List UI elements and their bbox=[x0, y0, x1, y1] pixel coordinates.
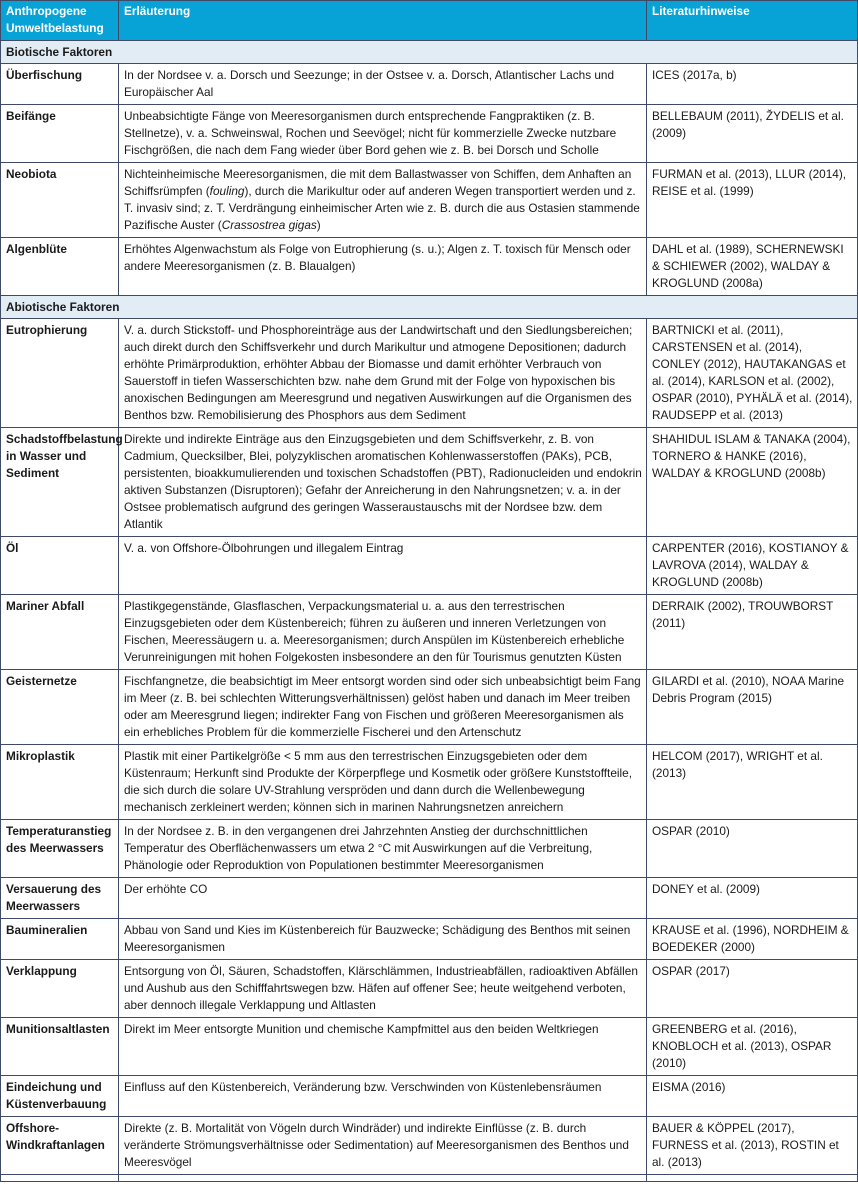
literature-cell: OSPAR (2010) bbox=[647, 820, 858, 878]
explanation-cell bbox=[119, 919, 647, 960]
explanation-text: Abbau von Sand und Kies im Küstenbereich für Bauzwecke; Schädigung des Benthos mit seinen Meeresorganismen bbox=[124, 923, 631, 954]
section-title: Abiotische Faktoren bbox=[1, 296, 858, 319]
literature-cell: HELCOM (2017), WRIGHT et al. (2013) bbox=[647, 745, 858, 820]
factor-cell: Öl bbox=[1, 537, 119, 595]
explanation-cell: Unbeabsichtigte Fänge von Meeresorganismen durch entsprechende Fangpraktiken (z. B. Stellnetze), v. a. Schweinswal, Rochen und Seevögel; nicht für kommerzielle Zwecke nutzbare Fischgrößen, die nach dem Fang wieder über Bord gehen wie z. B. bei Dorsch und Scholle bbox=[119, 105, 647, 163]
section-title: Biotische Faktoren bbox=[1, 41, 858, 64]
explanation-cell: In der Nordsee z. B. in den vergangenen drei Jahrzehnten Anstieg der durchschnittlichen Temperatur des Oberflächenwassers um etwa 2 °C mit Auswirkungen auf die Verbreitung, Phänologie oder Reproduktion von Populationen bestimmter Meeresorganismen bbox=[119, 820, 647, 878]
table-row bbox=[1, 670, 858, 745]
factor-cell: Baumineralien bbox=[1, 919, 119, 960]
table-row bbox=[1, 428, 858, 537]
table-row bbox=[1, 878, 858, 919]
table-row bbox=[1, 1018, 858, 1076]
explanation-cell: V. a. durch Stickstoff- und Phosphoreinträge aus der Landwirtschaft und den Siedlungsbereichen; auch direkt durch den Schiffsverkehr und durch Marikultur und atmogene Depositionen; dadurch erhöhte Primärproduktion, erhöhter Abbau der Biomasse und damit erhöhter Verbrauch von Sauerstoff in tiefen Wasserschichten bzw. nahe dem Grund mit der Folge von hypoxischen bis anoxischen Bedingungen am Meeresgrund und negativen Auswirkungen auf die Organismen des Benthos bzw. Remobilisierung des Phosphors aus dem Sediment bbox=[119, 319, 647, 428]
explanation-cell: Der erhöhte CO bbox=[119, 878, 647, 919]
explanation-cell: Einfluss auf den Küstenbereich, Veränderung bzw. Verschwinden von Küstenlebensräumen bbox=[119, 1076, 647, 1117]
literature-cell: DERRAIK (2002), TROUWBORST (2011) bbox=[647, 595, 858, 670]
explanation-cell: Entsorgung von Öl, Säuren, Schadstoffen, Klärschlämmen, Industrieabfällen, radioaktiven Abfällen und Aushub aus den Schifffahrtswegen bzw. Häfen auf offener See; heute weitgehend verboten, aber dennoch illegale Verklappung und Altlasten bbox=[119, 960, 647, 1018]
explanation-text: ), durch die Marikultur oder auf anderen Wegen transportiert werden und z. T. invasiv sind; z. T. Verdrängung einheimischer Arten wie z. B. durch die aus Ostasien stammende Pazifische Auster ( bbox=[124, 184, 640, 232]
table-row bbox=[1, 238, 858, 296]
explanation-cell: In der Nordsee v. a. Dorsch und Seezunge; in der Ostsee v. a. Dorsch, Atlantischer Lachs und Europäischer Aal bbox=[119, 64, 647, 105]
table-row bbox=[1, 820, 858, 878]
explanation-text: ) bbox=[316, 218, 321, 232]
explanation-cell: Direkt im Meer entsorgte Munition und chemische Kampfmittel aus den beiden Weltkriegen bbox=[119, 1018, 647, 1076]
factor-cell: Verklappung bbox=[1, 960, 119, 1018]
factor-cell: Mariner Abfall bbox=[1, 595, 119, 670]
explanation-cell: V. a. von Offshore-Ölbohrungen und illegalem Eintrag bbox=[119, 537, 647, 595]
table-row bbox=[1, 1117, 858, 1175]
factor-cell: Überfischung bbox=[1, 64, 119, 105]
literature-cell: FURMAN et al. (2013), LLUR (2014), REISE et al. (1999) bbox=[647, 163, 858, 238]
table-row bbox=[1, 105, 858, 163]
literature-cell: DONEY et al. (2009) bbox=[647, 878, 858, 919]
factor-cell: Temperaturanstieg des Meerwassers bbox=[1, 820, 119, 878]
factor-cell bbox=[1, 1175, 119, 1182]
table-row bbox=[1, 745, 858, 820]
explanation-cell bbox=[119, 163, 647, 238]
table-row bbox=[1, 537, 858, 595]
factor-cell: Geisternetze bbox=[1, 670, 119, 745]
literature-cell: GILARDI et al. (2010), NOAA Marine Debris Program (2015) bbox=[647, 670, 858, 745]
table-row bbox=[1, 1175, 858, 1182]
explanation-italic: Crassostrea gigas bbox=[221, 218, 317, 232]
explanation-cell: Plastikgegenstände, Glasflaschen, Verpackungsmaterial u. a. aus den terrestrischen Einzugsgebieten oder dem Küstenbereich; führen zu äußeren und inneren Verletzungen von Fischen, Meeressäugern u. a. Meeresorganismen; durch Anspülen im Küstenbereich erhebliche Verunreinigungen mit hohen Folgekosten insbesondere an den für Tourismus genutzten Küsten bbox=[119, 595, 647, 670]
header-explanation: Erläuterung bbox=[119, 1, 647, 41]
factor-cell: Neobiota bbox=[1, 163, 119, 238]
explanation-cell: Erhöhtes Algenwachstum als Folge von Eutrophierung (s. u.); Algen z. T. toxisch für Mensch oder andere Meeresorganismen (z. B. Blaualgen) bbox=[119, 238, 647, 296]
factor-cell: Schadstoffbelastung in Wasser und Sediment bbox=[1, 428, 119, 537]
literature-cell: CARPENTER (2016), KOSTIANOY & LAVROVA (2014), WALDAY & KROGLUND (2008b) bbox=[647, 537, 858, 595]
table-row bbox=[1, 960, 858, 1018]
factor-cell: Mikroplastik bbox=[1, 745, 119, 820]
literature-cell: EISMA (2016) bbox=[647, 1076, 858, 1117]
explanation-italic: fouling bbox=[209, 184, 245, 198]
literature-cell: BAUER & KÖPPEL (2017), FURNESS et al. (2013), ROSTIN et al. (2013) bbox=[647, 1117, 858, 1175]
literature-cell: GREENBERG et al. (2016), KNOBLOCH et al. (2013), OSPAR (2010) bbox=[647, 1018, 858, 1076]
table-row bbox=[1, 64, 858, 105]
literature-cell: SHAHIDUL ISLAM & TANAKA (2004), TORNERO & HANKE (2016), WALDAY & KROGLUND (2008b) bbox=[647, 428, 858, 537]
table-row bbox=[1, 595, 858, 670]
explanation-cell bbox=[119, 1175, 647, 1182]
factor-cell: Versauerung des Meerwassers bbox=[1, 878, 119, 919]
factor-cell: Algenblüte bbox=[1, 238, 119, 296]
factor-cell: Offshore-Windkraftanlagen bbox=[1, 1117, 119, 1175]
literature-cell: DAHL et al. (1989), SCHERNEWSKI & SCHIEWER (2002), WALDAY & KROGLUND (2008a) bbox=[647, 238, 858, 296]
table-header-row bbox=[1, 1, 858, 41]
factor-cell: Munitionsaltlasten bbox=[1, 1018, 119, 1076]
literature-cell: BELLEBAUM (2011), ŽYDELIS et al. (2009) bbox=[647, 105, 858, 163]
explanation-cell: Plastik mit einer Partikelgröße < 5 mm aus den terrestrischen Einzugsgebieten oder dem Küstenraum; Herkunft sind Produkte der Körperpflege und Kosmetik oder größere Kunststoffteile, die sich durch die solare UV-Strahlung verspröden und dann durch die Wellenbewegung mechanisch zerkleinert werden; können sich in marinen Nahrungsnetzen anreichern bbox=[119, 745, 647, 820]
section-row bbox=[1, 41, 858, 64]
literature-cell: KRAUSE et al. (1996), NORDHEIM & BOEDEKER (2000) bbox=[647, 919, 858, 960]
header-factor: Anthropogene Umweltbelastung bbox=[1, 1, 119, 41]
section-row bbox=[1, 296, 858, 319]
literature-cell: OSPAR (2017) bbox=[647, 960, 858, 1018]
table-row bbox=[1, 1076, 858, 1117]
literature-cell bbox=[647, 1175, 858, 1182]
header-literature: Literaturhinweise bbox=[647, 1, 858, 41]
explanation-cell: Fischfangnetze, die beabsichtigt im Meer entsorgt worden sind oder sich unbeabsichtigt beim Fang im Meer (z. B. bei schlechten Witterungsverhältnissen) gelöst haben und danach im Meer treiben oder am Meeresgrund liegen; indirekter Fang von Fischen und größeren Meeresorganismen als ein erhebliches Problem für die kommerzielle Fischerei und den Artenschutz bbox=[119, 670, 647, 745]
factor-cell: Eutrophierung bbox=[1, 319, 119, 428]
factor-cell: Eindeichung und Küstenverbauung bbox=[1, 1076, 119, 1117]
factor-cell: Beifänge bbox=[1, 105, 119, 163]
table-row bbox=[1, 163, 858, 238]
table-row bbox=[1, 919, 858, 960]
literature-cell: BARTNICKI et al. (2011), CARSTENSEN et al. (2014), CONLEY (2012), HAUTAKANGAS et al. (2014), KARLSON et al. (2002), OSPAR (2010), PYHÄLÄ et al. (2014), RAUDSEPP et al. (2013) bbox=[647, 319, 858, 428]
explanation-cell: Direkte (z. B. Mortalität von Vögeln durch Windräder) und indirekte Einflüsse (z. B. durch veränderte Strömungsverhältnisse oder Sedimentation) auf Meeresorganismen des Benthos und Meeresvögel bbox=[119, 1117, 647, 1175]
explanation-text: Nichteinheimische Meeresorganismen, die mit dem Ballastwasser von Schiffen, dem Anhaften an Schiffsrümpfen ( bbox=[124, 167, 632, 198]
table-row bbox=[1, 319, 858, 428]
explanation-cell: Direkte und indirekte Einträge aus den Einzugsgebieten und dem Schiffsverkehr, z. B. von Cadmium, Quecksilber, Blei, polyzyklischen aromatischen Kohlenwasserstoffen (PAKs), PCB, persistenten, bioakkumulierenden und toxischen Schadstoffen (PBT), Radionucleiden und endokrin aktiven Substanzen (Disruptoren); Gefahr der Anreicherung in den Nahrungsnetzen; v. a. in der Ostsee problematisch aufgrund des geringen Wasseraustauschs mit der Nordsee bzw. dem Atlantik bbox=[119, 428, 647, 537]
literature-cell: ICES (2017a, b) bbox=[647, 64, 858, 105]
